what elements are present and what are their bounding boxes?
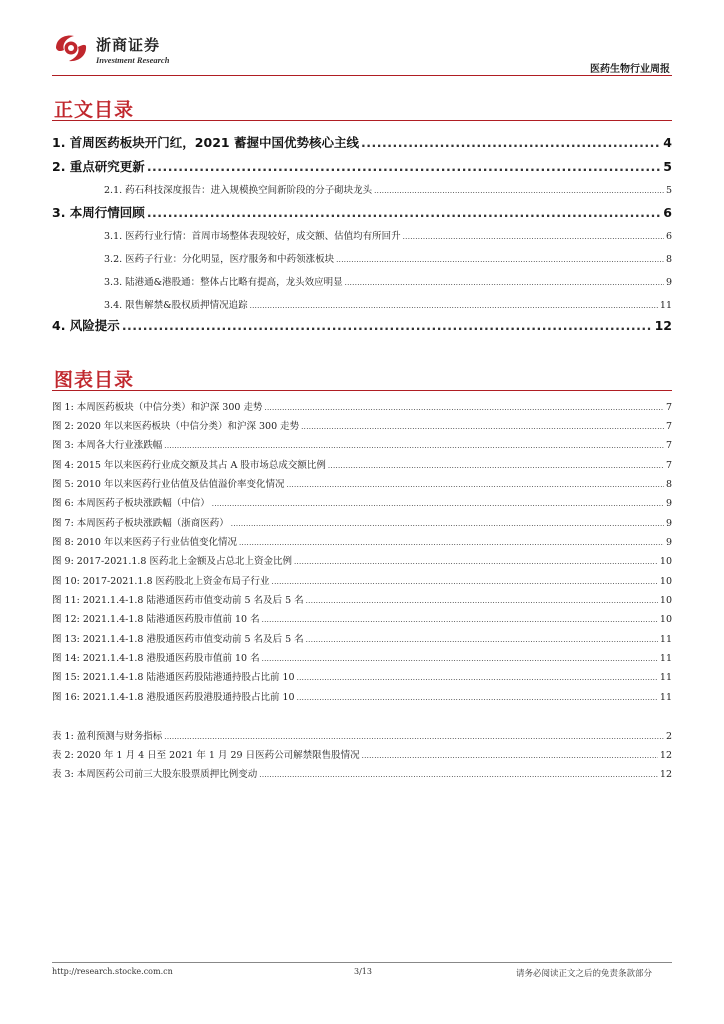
figure-entry[interactable]: 图 1: 本周医药板块（中信分类）和沪深 300 走势 ..... 7 <box>52 399 672 413</box>
header-divider <box>52 75 672 76</box>
table-entry[interactable]: 表 2: 2020 年 1 月 4 日至 2021 年 1 月 29 日医药公司解禁限售股情况 ..... 12 <box>52 747 672 761</box>
toc-subentry[interactable]: 3.3. 陆港通&港股通：整体占比略有提高，龙头效应明显 ..... 9 <box>52 274 672 288</box>
report-type: 医药生物行业周报 <box>590 64 670 75</box>
footer-divider <box>52 962 672 963</box>
figure-entry[interactable]: 图 10: 2017-2021.1.8 医药股北上资金布局子行业 ..... 10 <box>52 573 672 587</box>
table-entry[interactable]: 表 1: 盈利预测与财务指标 ..... 2 <box>52 728 672 742</box>
footer-disclaimer: 请务必阅读正文之后的免责条款部分 <box>516 969 653 979</box>
figure-entry[interactable]: 图 4: 2015 年以来医药行业成交额及其占 A 股市场总成交额比例 ..... 7 <box>52 457 672 471</box>
page-header <box>52 30 672 74</box>
figure-entry[interactable]: 图 12: 2021.1.4-1.8 陆港通医药股市值前 10 名 ..... 10 <box>52 611 672 625</box>
toc-title: 正文目录 <box>54 99 135 121</box>
figure-entry[interactable]: 图 14: 2021.1.4-1.8 港股通医药股市值前 10 名 ..... 11 <box>52 650 672 664</box>
company-name-cn: 浙商证券 <box>96 36 161 54</box>
toc-subentry[interactable]: 2.1. 药石科技深度报告：进入规模换空间新阶段的分子砌块龙头 ..... 5 <box>52 182 672 196</box>
figure-entry[interactable]: 图 8: 2010 年以来医药子行业估值变化情况 ..... 9 <box>52 534 672 548</box>
toc-entry[interactable]: 2. 重点研究更新 ..... 5 <box>52 157 672 175</box>
footer-url[interactable]: http://research.stocke.com.cn <box>52 967 173 976</box>
figure-entry[interactable]: 图 13: 2021.1.4-1.8 港股通医药市值变动前 5 名及后 5 名 ..... 11 <box>52 631 672 645</box>
figure-entry[interactable]: 图 11: 2021.1.4-1.8 陆港通医药市值变动前 5 名及后 5 名 ..... 10 <box>52 592 672 606</box>
table-entry[interactable]: 表 3: 本周医药公司前三大股东股票质押比例变动 ..... 12 <box>52 766 672 780</box>
figure-entry[interactable]: 图 6: 本周医药子板块涨跌幅（中信） ..... 9 <box>52 495 672 509</box>
toc-entry[interactable]: 1. 首周医药板块开门红，2021 蓄握中国优势核心主线 ..... 4 <box>52 133 672 151</box>
toc-title-divider <box>52 120 672 121</box>
figure-entry[interactable]: 图 9: 2017-2021.1.8 医药北上金额及占总北上资金比例 ..... 10 <box>52 553 672 567</box>
figure-list-title: 图表目录 <box>54 369 135 391</box>
toc-entry[interactable]: 4. 风险提示 ..... 12 <box>52 316 672 334</box>
toc-subentry[interactable]: 3.2. 医药子行业：分化明显，医疗服务和中药领涨板块 ..... 8 <box>52 251 672 265</box>
figure-entry[interactable]: 图 5: 2010 年以来医药行业估值及估值溢价率变化情况 ..... 8 <box>52 476 672 490</box>
company-logo-icon <box>52 32 90 64</box>
toc-entry[interactable]: 3. 本周行情回顾 ..... 6 <box>52 203 672 221</box>
toc-subentry[interactable]: 3.4. 限售解禁&股权质押情况追踪 ..... 11 <box>52 297 672 311</box>
company-name-en: Investment Research <box>96 55 170 65</box>
figure-title-divider <box>52 390 672 391</box>
figure-entry[interactable]: 图 7: 本周医药子板块涨跌幅（浙商医药） ..... 9 <box>52 515 672 529</box>
figure-entry[interactable]: 图 15: 2021.1.4-1.8 陆港通医药股陆港通持股占比前 10 ..... 11 <box>52 669 672 683</box>
page-number: 3/13 <box>354 967 372 976</box>
figure-entry[interactable]: 图 2: 2020 年以来医药板块（中信分类）和沪深 300 走势 ..... 7 <box>52 418 672 432</box>
figure-entry[interactable]: 图 16: 2021.1.4-1.8 港股通医药股港股通持股占比前 10 ..... 11 <box>52 689 672 703</box>
toc-subentry[interactable]: 3.1. 医药行业行情：首周市场整体表现较好，成交额、估值均有所回升 ..... 6 <box>52 228 672 242</box>
figure-entry[interactable]: 图 3: 本周各大行业涨跌幅 ..... 7 <box>52 437 672 451</box>
